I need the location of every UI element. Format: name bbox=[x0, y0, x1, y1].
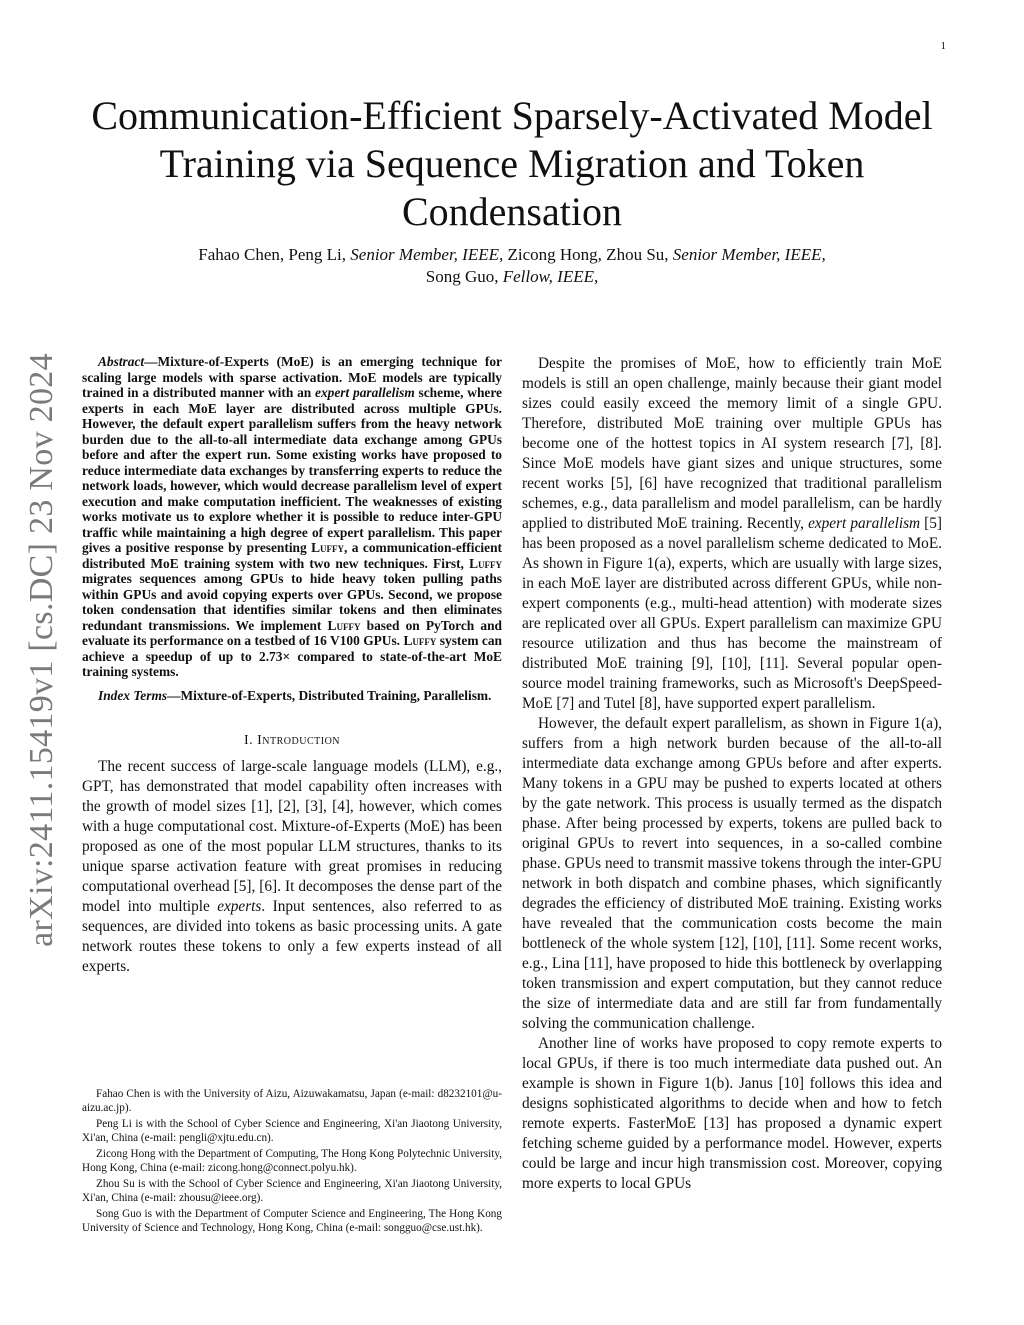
right-text-1: Despite the promises of MoE, how to efficiently train MoE models is still an open challenge, mainly because their giant model sizes could easily exceed the memory limit of a single GPU. Therefore, distributed MoE training over multiple GPUs has become one of the hottest topics in AI system research [7], [8]. Since MoE models have giant sizes and unique structures, some recent works [5], [6] have recognized that traditional parallelism schemes, e.g., data parallelism and model parallelism, can be hardly applied to distributed MoE training. Recently, bbox=[522, 355, 942, 532]
footnote: Peng Li is with the School of Cyber Science and Engineering, Xi'an Jiaotong University, Xi'an, China (e-mail: pengli@xjtu.edu.cn). bbox=[82, 1118, 502, 1144]
abstract bbox=[82, 354, 502, 680]
system-name: Luffy bbox=[403, 633, 437, 648]
intro-text-2: . Input sentences, also referred to as sequences, are divided into tokens as basic processing units. A gate network routes these tokens to only a few experts instead of all experts. bbox=[82, 898, 502, 975]
title-line-3: Condensation bbox=[402, 189, 622, 234]
page-number: 1 bbox=[940, 40, 946, 52]
right-paragraph-3: Another line of works have proposed to copy remote experts to local GPUs, if there is too much intermediate data pushed out. An example is shown in Figure 1(b). Janus [10] follows this idea and designs sophisticated algorithms to decide when and how to fetch remote experts. FasterMoE [13] has proposed a dynamic expert fetching scheme guided by a performance model. However, experts could be large and incur high transmission cost. Moreover, copying more experts to local GPUs bbox=[522, 1035, 942, 1192]
abstract-text-6: system can achieve a speedup of up to 2.73× compared to state-of-the-art MoE training systems. bbox=[82, 633, 502, 679]
author-list bbox=[60, 244, 964, 288]
system-name: Luffy bbox=[469, 555, 502, 571]
abstract-label: Abstract bbox=[98, 354, 145, 369]
intro-text-1: The recent success of large-scale language models (LLM), e.g., GPT, has demonstrated that model capability often increases with the growth of model sizes [1], [2], [3], [4], however, which comes with a huge computational cost. Mixture-of-Experts (MoE) has been proposed as one of the most popular LLM structures, thanks to its unique sparse activation feature with great promises in reducing computational overhead [5], [6]. It decomposes the dense part of the model into multiple bbox=[82, 758, 502, 915]
arxiv-identifier[interactable]: arXiv:2411.15419v1 [cs.DC] 23 Nov 2024 bbox=[23, 353, 60, 947]
author-line-1 bbox=[60, 244, 964, 266]
right-column bbox=[522, 354, 942, 1194]
right-text-2: [5] has been proposed as a novel parallelism scheme dedicated to MoE. As shown in Figure 1(a), experts, which are usually with large sizes, in each MoE layer are distributed across different GPUs, while non-expert components (e.g., multi-head attention) with moderate sizes are replicated over all GPUs. Expert parallelism can maximize GPU resource utilization and thus has become the mainstream of distributed MoE training [9], [10], [11]. Several popular open-source model training frameworks, such as Microsoft's DeepSpeed-MoE [7] and Tutel [8], have supported expert parallelism. bbox=[522, 515, 943, 712]
author-affiliation-1: Senior Member, IEEE, bbox=[350, 245, 504, 264]
index-terms bbox=[82, 688, 502, 704]
right-paragraph-1 bbox=[522, 354, 942, 714]
right-paragraph-2: However, the default expert parallelism, as shown in Figure 1(a), suffers from a high network burden because of the all-to-all intermediate data exchange among GPUs before and after experts. Many tokens in a GPU may be pushed to experts located at others by the gate network. This process is usually termed as the dispatch phase. After being processed by experts, tokens are pulled back to original GPUs to revert into sequences, in a so-called combine phase. GPUs need to transmit massive tokens through the inter-GPU network in both dispatch and combine phases, which significantly degrades the efficiency of distributed MoE training. Existing works have revealed that the communication costs become the main bottleneck of the whole system [12], [10], [11]. Some recent works, e.g., Lina [11], have proposed to hide this bottleneck by overlapping token transmission and expert computation, but they cannot reduce the size of intermediate data and are still far from fundamentally solving the communication challenge. bbox=[522, 715, 942, 1032]
footnote: Fahao Chen is with the University of Aizu, Aizuwakamatsu, Japan (e-mail: d8232101@u-aizu.ac.jp). bbox=[82, 1088, 502, 1114]
footnote: Song Guo is with the Department of Computer Science and Engineering, The Hong Kong University of Science and Technology, Hong Kong, China (e-mail: songguo@cse.ust.hk). bbox=[82, 1208, 502, 1234]
introduction-body bbox=[82, 757, 502, 977]
section-heading-introduction: I. Introduction bbox=[243, 733, 341, 748]
index-terms-label: Index Terms bbox=[98, 687, 168, 703]
title-line-1: Communication-Efficient Sparsely-Activated Model bbox=[91, 93, 933, 138]
footnote: Zicong Hong with the Department of Computing, The Hong Kong Polytechnic University, Hong Kong, China (e-mail: zicong.hong@connect.polyu.hk). bbox=[82, 1148, 502, 1174]
authors-names-3: Song Guo, bbox=[425, 267, 499, 286]
abstract-text-3: , a communication-efficient distributed MoE training system with two new techniques. First, bbox=[82, 540, 502, 571]
authors-names-1: Fahao Chen, Peng Li, bbox=[198, 245, 347, 264]
footnotes bbox=[82, 1087, 502, 1237]
intro-emphasis: experts bbox=[217, 898, 262, 915]
abstract-emphasis: expert parallelism bbox=[315, 385, 415, 400]
footnote: Zhou Su is with the School of Cyber Science and Engineering, Xi'an Jiaotong University, Xi'an, China (e-mail: zhousu@ieee.org). bbox=[82, 1178, 502, 1204]
author-line-2 bbox=[60, 266, 964, 288]
abstract-text-4: migrates sequences among GPUs to hide heavy token pulling paths within GPUs and avoid copying experts over GPUs. Second, we propose token condensation that identifies similar tokens and then eliminates redundant transmissions. We implement bbox=[82, 571, 502, 633]
authors-names-2: Zicong Hong, Zhou Su, bbox=[507, 245, 669, 264]
paper-title bbox=[60, 92, 964, 236]
right-emphasis: expert parallelism bbox=[808, 515, 921, 532]
system-name: Luffy bbox=[311, 540, 345, 555]
system-name: Luffy bbox=[327, 617, 361, 633]
intro-paragraph-1 bbox=[82, 757, 502, 977]
left-column bbox=[82, 354, 502, 977]
author-affiliation-3: Fellow, IEEE, bbox=[502, 267, 599, 286]
index-terms-text: —Mixture-of-Experts, Distributed Training, Parallelism. bbox=[167, 687, 492, 703]
abstract-text-2: scheme, where experts in each MoE layer are distributed across multiple GPUs. However, the default expert parallelism suffers from the heavy network burden due to the all-to-all intermediate data exchange among GPUs before and after the expert run. Some existing works have proposed to reduce intermediate data exchanges by transferring experts to reduce the network loads, however, which would decrease parallelism level of expert execution and make computation inefficient. The weaknesses of existing works motivate us to explore whether it is possible to reduce inter-GPU traffic while maintaining a high degree of expert parallelism. This paper gives a positive response by presenting bbox=[82, 385, 502, 555]
abstract-text-5: based on PyTorch and evaluate its performance on a testbed of 16 V100 GPUs. bbox=[82, 617, 503, 648]
abstract-text-1: —Mixture-of-Experts (MoE) is an emerging technique for scaling large models with sparse activation. MoE models are typically trained in a distributed manner with an bbox=[82, 354, 502, 400]
title-line-2: Training via Sequence Migration and Token bbox=[159, 141, 865, 186]
author-affiliation-2: Senior Member, IEEE, bbox=[672, 245, 826, 264]
